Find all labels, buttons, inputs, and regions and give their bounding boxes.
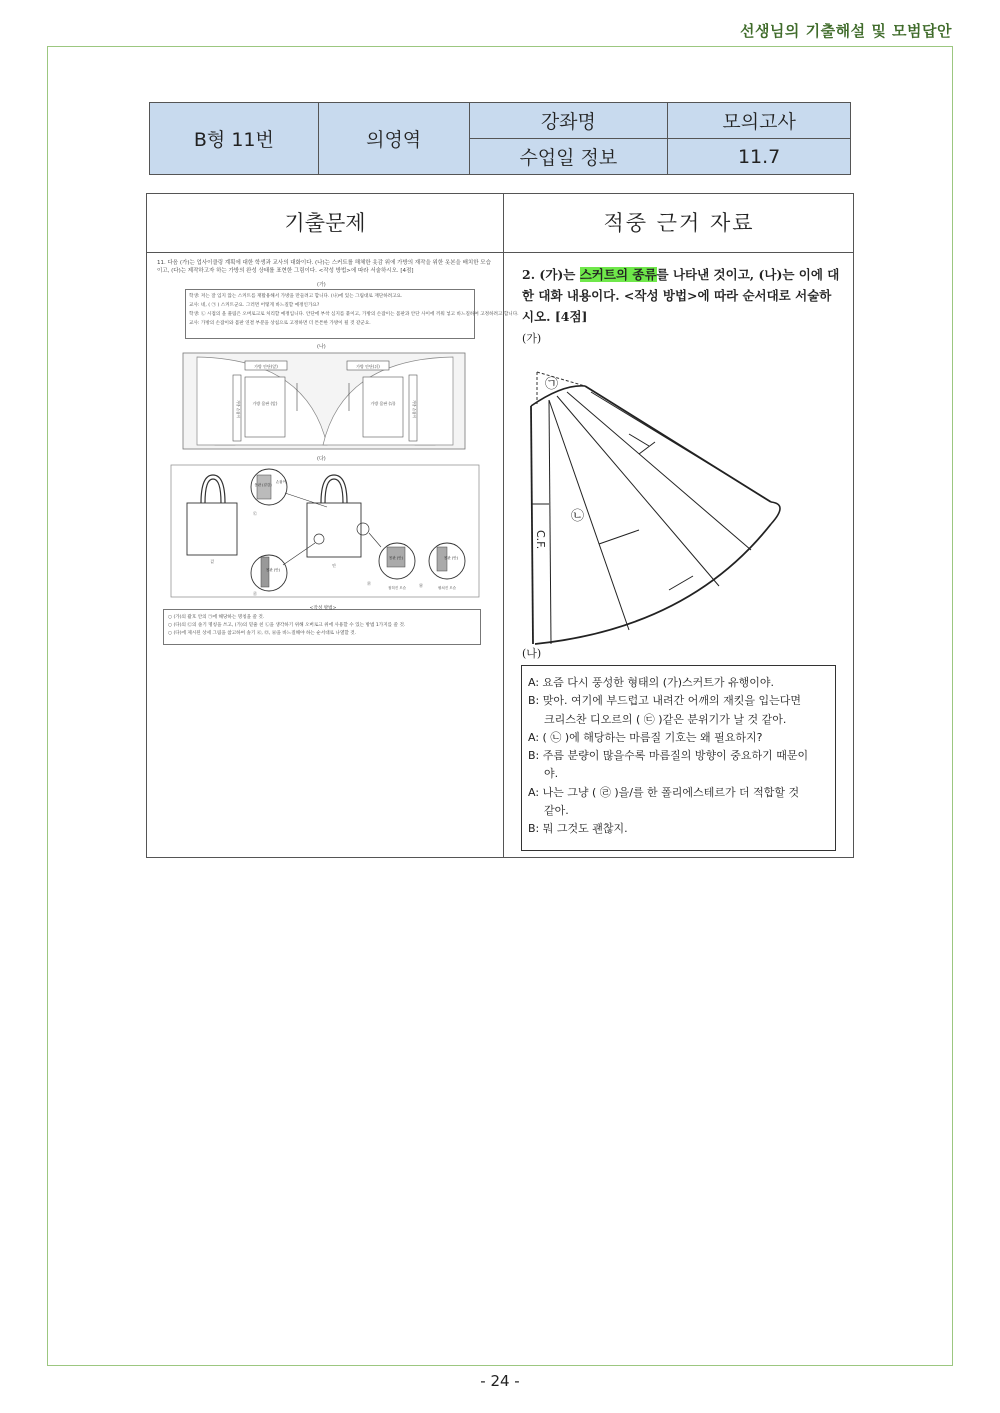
exam-dialog-line: 학생: ㉡ 시접의 올 풀림은 오버로크로 처리할 예정입니다. 안단에 부착 심지를 붙이고, 가방의 손잡이는 몸판과 안단 사이에 끼워 넣고 바느질하여 고정하려고 합니다.	[189, 312, 519, 317]
bag-label: 몸판 (안)	[266, 568, 280, 572]
pattern-label: 가방 몸판 (앞)	[252, 401, 278, 406]
evidence-dialog-box	[521, 665, 836, 851]
page-number: - 24 -	[480, 1372, 520, 1390]
dialog-line: A: ( ㉡ )에 해당하는 마름질 기호는 왜 필요하지?	[528, 730, 763, 744]
bag-label: ㉤	[367, 581, 371, 586]
pattern-label: 가방 안단(앞)	[254, 364, 278, 369]
column-divider	[503, 194, 504, 857]
evidence-question-suffix: 를 나타낸 것이고, (나)는 이에 대한 대화 내용이다. <작성 방법>에 따라 순서대로 서술하시오. [4점]	[522, 267, 840, 324]
info-table	[149, 102, 851, 175]
evidence-question-prefix: 2. (가)는	[522, 267, 580, 282]
bag-label: 몸판 (겉감)	[254, 483, 272, 487]
exam-method-line: ○ (다)의 ㉢의 솔기 명칭을 쓰고, (가)의 밑줄 친 ㉡을 생각하기 위해 오버로크 위에 사용할 수 있는 방법 1가지를 쓸 것.	[168, 623, 406, 628]
exam-part-label-b: (나)	[317, 344, 326, 350]
evidence-column-title: 적중 근거 자료	[603, 211, 755, 235]
dialog-line: 야.	[544, 767, 559, 781]
exam-dialog-line: 교사: 네, ( ㉠ ) 스커트군요. 그러면 어떻게 바느질할 예정인가요?	[189, 303, 320, 308]
comparison-table	[146, 193, 854, 858]
bag-label: ㉣	[253, 591, 257, 596]
exam-dialog-line: 학생: 저는 잘 입지 않는 스커트를 재활용해서 가방을 만들려고 합니다. (나)에 있는 그림대로 재단하려고요.	[189, 294, 403, 299]
evidence-label-a: (가)	[522, 332, 542, 345]
pattern-label: 가방 몸판 (뒤)	[370, 401, 396, 406]
date-value-cell: 11.7	[668, 139, 851, 175]
pattern-label: 가방 안단(뒤)	[356, 364, 380, 369]
course-label-cell: 강좌명	[469, 103, 668, 139]
pattern-label: 가방 손잡이	[412, 399, 416, 419]
date-label-cell: 수업일 정보	[469, 139, 668, 175]
exam-part-label-a: (가)	[317, 282, 326, 288]
exam-column-title: 기출문제	[284, 211, 366, 235]
field-cell: 의영역	[318, 103, 469, 175]
skirt-mark-a: ㉠	[545, 377, 559, 392]
exam-dialog-line: 교사: 가방의 손잡이와 몸판 연결 부분을 상침으로 고정하면 더 튼튼한 가방이 될 것 같군요.	[189, 321, 371, 326]
exam-method-line: ○ (가)의 괄호 안의 ㉠에 해당하는 명칭을 쓸 것.	[168, 615, 265, 620]
course-value-cell: 모의고사	[668, 103, 851, 139]
exam-question-text: 11. 다음 (가)는 업사이클링 계획에 대한 학생과 교사의 대화이다. (나)는 스커트를 해체한 옷감 위에 가방의 재작을 위한 옷본을 배치한 모습이고, (다)는 제작하고자 하는 가방의 완성 상태를 표현한 그림이다. <작성 방법>에 따라 서술하시오. [4점]	[157, 260, 491, 274]
page-header-title: 선생님의 기출해설 및 모범답안	[739, 22, 952, 40]
exam-dialog-box	[185, 289, 519, 339]
pattern-label: 가방 손잡이	[236, 399, 240, 419]
dialog-line: 같아.	[544, 804, 569, 818]
dialog-line: A: 나는 그냥 ( ㉣ )을/를 한 폴리에스테르가 더 적합할 것	[528, 785, 800, 799]
evidence-question	[522, 264, 842, 327]
question-type-cell: B형 11번	[150, 103, 319, 175]
skirt-mark-b: ㉡	[571, 509, 585, 524]
skirt-center-front-label: C.F.	[534, 530, 547, 550]
bag-label: ㉢	[253, 511, 257, 516]
bag-label: 겉	[210, 559, 214, 564]
bag-label: 몸판 (안)	[444, 556, 458, 560]
bag-label: 몸판 (안)	[389, 556, 403, 560]
dialog-line: 크리스찬 디오르의 ( ㉢ )같은 분위기가 날 것 같아.	[544, 712, 787, 726]
dialog-line: B: 맞아. 여기에 부드럽고 내려간 어깨의 재킷을 입는다면	[528, 694, 801, 708]
exam-method-title: <작성 방법>	[309, 606, 337, 611]
skirt-pattern-figure	[519, 354, 789, 644]
exam-method-box	[163, 606, 481, 645]
pattern-layout-figure	[157, 349, 493, 453]
bag-label: 펼쳐진 모습	[437, 586, 457, 590]
exam-part-label-c: (다)	[317, 456, 326, 462]
dialog-line: A: 요즘 다시 풍성한 형태의 (가)스커트가 유행이야.	[528, 676, 774, 689]
evidence-label-b: (나)	[522, 647, 542, 660]
bag-label: ㉥	[419, 583, 423, 588]
bag-label: 손잡이	[275, 480, 287, 484]
exam-question-scan	[157, 259, 519, 654]
dialog-line: B: 주름 분량이 많을수록 마름질의 방향이 중요하기 때문이	[528, 749, 809, 763]
exam-method-line: ○ (다)에 제시된 상세 그림을 참고하여 솔기 ㉣, ㉤, ㉥을 바느질해야 하는 순서대로 나열할 것.	[168, 631, 357, 636]
bag-label: 안	[332, 563, 336, 568]
bag-label: 접혀진 모습	[387, 586, 407, 590]
bag-figure	[157, 461, 493, 601]
evidence-question-highlight: 스커트의 종류	[579, 267, 657, 282]
dialog-line: B: 뭐 그것도 괜찮지.	[528, 822, 628, 836]
